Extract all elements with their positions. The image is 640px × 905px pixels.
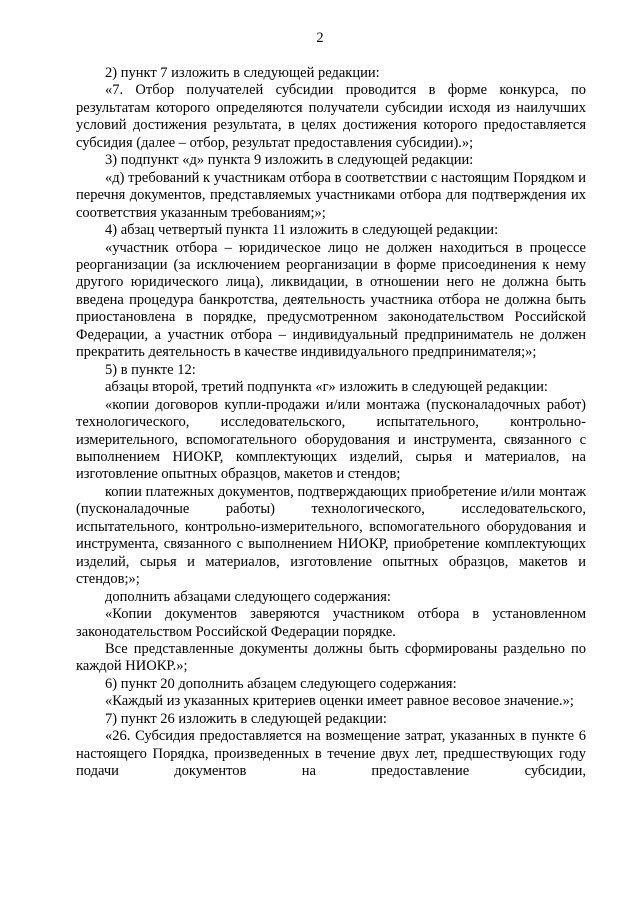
paragraph: «26. Субсидия предоставляется на возмещение затрат, указанных в пункте 6 настоящего Порядка, произведенных в течение двух лет, предшествующих году подачи документов на предоставление субсидии, [76, 728, 586, 780]
paragraph: «участник отбора – юридическое лицо не должен находиться в процессе реорганизации (за исключением реорганизации в форме присоединения к нему другого юридического лица), ликвидации, в отношении него не должна быть введена процедура банкротства, деятельность участника отбора не должна быть приостановлена в порядке, предусмотренном законодательством Российской Федерации, а участник отбора – индивидуальный предприниматель не должен прекратить деятельность в качестве индивидуального предпринимателя;»; [76, 239, 586, 361]
paragraph: «Копии документов заверяются участником отбора в установленном законодательством Российской Федерации порядке. [76, 606, 586, 640]
paragraph: 7) пункт 26 изложить в следующей редакции: [105, 710, 387, 727]
paragraph: «7. Отбор получателей субсидии проводится в форме конкурса, по результатам которого определяются получатели субсидии исходя из наилучших условий достижения результата, в целях достижения которого предоставляется субсидия (далее – отбор, результат предоставления субсидии).»; [76, 82, 586, 151]
paragraph: «д) требований к участникам отбора в соответствии с настоящим Порядком и перечня документов, представляемых участниками отбора для подтверждения их соответствия указанным требованиям;»; [76, 169, 586, 221]
paragraph: копии платежных документов, подтверждающих приобретение и/или монтаж (пусконаладочные работы) технологического, исследовательского, испытательного, контрольно-измерительного, вспомогательного оборудования и инструмента, связанного с выполнением НИОКР, приобретение комплектующих изделий, сырья и материалов, изготовление опытных образцов, макетов и стендов;»; [76, 483, 586, 588]
paragraph: 6) пункт 20 дополнить абзацем следующего содержания: [105, 675, 457, 692]
paragraph: абзацы второй, третий подпункта «г» изложить в следующей редакции: [105, 379, 548, 396]
paragraph: Все представленные документы должны быть сформированы раздельно по каждой НИОКР.»; [76, 640, 586, 675]
paragraph: «Каждый из указанных критериев оценки имеет равное весовое значение.»; [105, 693, 574, 710]
paragraph: 2) пункт 7 изложить в следующей редакции: [105, 65, 380, 81]
paragraph: 5) в пункте 12: [105, 361, 196, 378]
page-number: 2 [316, 30, 324, 46]
paragraph: 3) подпункт «д» пункта 9 изложить в следующей редакции: [105, 152, 474, 169]
paragraph: «копии договоров купли-продажи и/или монтажа (пусконаладочных работ) технологического, исследовательского, испытательного, контрольно-измерительного, вспомогательного оборудования и инструмента, связанного с выполнением НИОКР, комплектующих изделий, сырья и материалов, на изготовление опытных образцов, макетов и стендов; [76, 396, 586, 483]
document-body [76, 65, 586, 781]
paragraph: дополнить абзацами следующего содержания: [105, 588, 391, 605]
paragraph: 4) абзац четвертый пункта 11 изложить в следующей редакции: [105, 222, 499, 239]
